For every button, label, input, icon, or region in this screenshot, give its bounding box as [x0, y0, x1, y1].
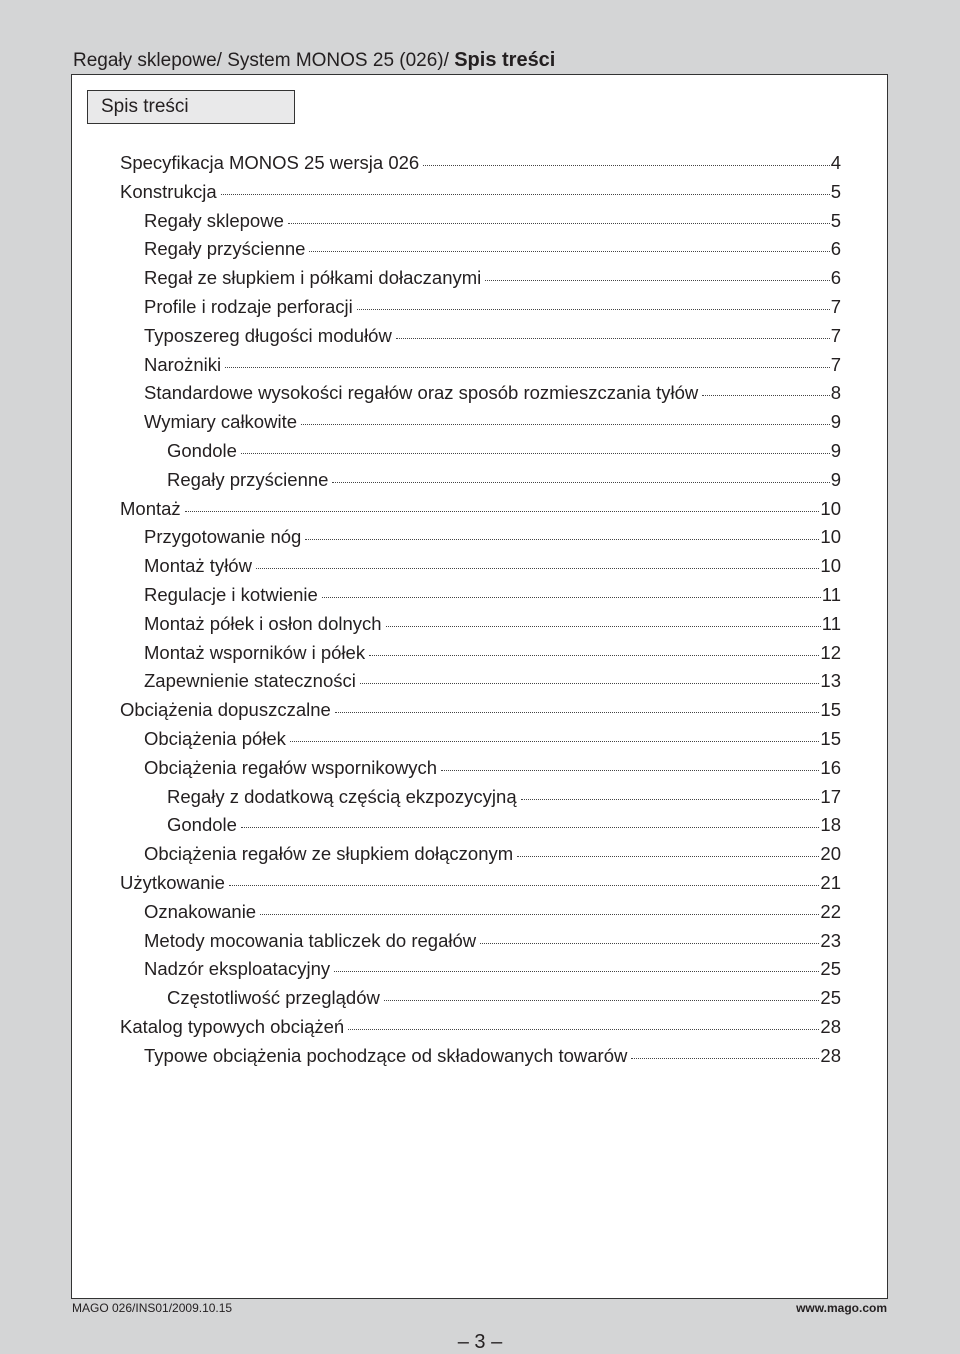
- toc-entry-title: Gondole: [167, 814, 237, 836]
- toc-entry-page: 6: [830, 267, 841, 289]
- toc-entry[interactable]: [120, 697, 841, 723]
- toc-entry[interactable]: [144, 956, 841, 982]
- toc-entry-page: 6: [830, 238, 841, 260]
- toc-entry-page: 17: [820, 785, 841, 807]
- toc-entry[interactable]: [144, 928, 841, 954]
- toc-entry-title: Gondole: [167, 440, 237, 461]
- toc-entry-page: 7: [830, 296, 841, 317]
- toc-entry-page: 5: [830, 209, 841, 231]
- toc-entry-page: 22: [820, 900, 841, 922]
- toc-entry-title: Obciążenia regałów wspornikowych: [144, 756, 438, 778]
- toc-entry-page: 9: [830, 440, 841, 461]
- dot-leader: [241, 453, 830, 454]
- toc-entry-title: Wymiary całkowite: [144, 411, 297, 433]
- dot-leader: [225, 367, 830, 368]
- dot-leader: [631, 1058, 819, 1059]
- toc-entry-title: Regały sklepowe: [144, 209, 284, 231]
- dot-leader: [332, 482, 829, 483]
- dot-leader: [360, 683, 820, 684]
- dot-leader: [305, 539, 819, 540]
- toc-entry[interactable]: [120, 179, 841, 205]
- dot-leader: [260, 914, 819, 915]
- toc-entry-page: 15: [820, 699, 841, 721]
- dot-leader: [441, 770, 819, 771]
- toc-entry-title: Narożniki: [144, 353, 222, 375]
- toc-entry-title: Montaż: [120, 497, 181, 519]
- toc-entry-title: Regały przyścienne: [144, 238, 306, 260]
- toc-entry[interactable]: [144, 668, 841, 694]
- breadcrumb-current: Spis treści: [454, 49, 556, 71]
- toc-entry[interactable]: [144, 1043, 841, 1069]
- toc-entry[interactable]: [120, 150, 841, 176]
- toc-entry[interactable]: [144, 841, 841, 867]
- dot-leader: [334, 971, 819, 972]
- content-frame: [71, 74, 888, 1299]
- toc-entry[interactable]: [144, 294, 841, 320]
- dot-leader: [221, 194, 830, 195]
- section-title: Spis treści: [87, 90, 295, 124]
- toc-entry-page: 8: [830, 382, 841, 404]
- toc-entry-title: Montaż tyłów: [144, 555, 252, 577]
- toc-entry-page: 12: [820, 641, 841, 663]
- dot-leader: [517, 856, 819, 857]
- toc-entry-title: Obciążenia półek: [144, 728, 286, 749]
- toc-entry[interactable]: [144, 380, 841, 406]
- toc-entry[interactable]: [120, 870, 841, 896]
- dot-leader: [322, 597, 821, 598]
- toc-entry-title: Typowe obciążenia pochodzące od składowanych towarów: [144, 1044, 628, 1066]
- dot-leader: [521, 799, 820, 800]
- toc-entry[interactable]: [167, 467, 841, 493]
- breadcrumb-path: Regały sklepowe/ System MONOS 25 (026)/: [73, 50, 449, 71]
- toc-entry-title: Regały przyścienne: [167, 468, 329, 490]
- toc-entry[interactable]: [144, 726, 841, 752]
- toc-entry-title: Zapewnienie stateczności: [144, 670, 356, 692]
- dot-leader: [485, 280, 829, 281]
- toc-entry-page: 20: [820, 843, 841, 865]
- toc-entry-page: 9: [830, 468, 841, 490]
- toc-entry[interactable]: [144, 409, 841, 435]
- toc-entry-title: Metody mocowania tabliczek do regałów: [144, 929, 477, 951]
- toc-entry[interactable]: [144, 524, 841, 550]
- toc-entry[interactable]: [167, 784, 841, 810]
- toc-entry[interactable]: [144, 553, 841, 579]
- toc-entry-page: 25: [820, 987, 841, 1009]
- toc-entry[interactable]: [144, 640, 841, 666]
- dot-leader: [288, 223, 830, 224]
- toc-entry[interactable]: [144, 323, 841, 349]
- dot-leader: [386, 626, 821, 627]
- toc-entry-title: Katalog typowych obciążeń: [120, 1016, 345, 1037]
- dot-leader: [384, 1000, 820, 1001]
- toc-entry-page: 16: [820, 756, 841, 778]
- toc-entry-page: 18: [820, 814, 841, 836]
- dot-leader: [480, 943, 819, 944]
- toc-entry[interactable]: [144, 352, 841, 378]
- breadcrumb: [73, 46, 555, 75]
- toc-entry-page: 5: [830, 180, 841, 202]
- toc-entry-page: 7: [830, 324, 841, 346]
- toc-entry[interactable]: [167, 812, 841, 838]
- document-id: MAGO 026/INS01/2009.10.15: [72, 1301, 233, 1315]
- toc-entry-title: Obciążenia regałów ze słupkiem dołączonym: [144, 843, 514, 865]
- toc-entry-title: Profile i rodzaje perforacji: [144, 296, 353, 317]
- toc-entry-title: Częstotliwość przeglądów: [167, 987, 380, 1009]
- website-link[interactable]: www.mago.com: [796, 1301, 887, 1315]
- dot-leader: [185, 511, 820, 512]
- toc-entry-title: Standardowe wysokości regałów oraz sposób rozmieszczania tyłów: [144, 382, 699, 404]
- toc-entry-page: 10: [820, 497, 841, 519]
- toc-entry-page: 11: [821, 612, 841, 634]
- dot-leader: [357, 309, 830, 310]
- toc-entry-page: 28: [820, 1044, 841, 1066]
- toc-entry-title: Specyfikacja MONOS 25 wersja 026: [120, 152, 420, 173]
- toc-entry-page: 15: [820, 728, 841, 749]
- toc-entry[interactable]: [167, 985, 841, 1011]
- dot-leader: [229, 885, 820, 886]
- toc-entry-page: 7: [830, 353, 841, 375]
- toc-entry-page: 11: [821, 584, 841, 605]
- toc-entry-title: Nadzór eksploatacyjny: [144, 958, 331, 980]
- toc-entry[interactable]: [144, 236, 841, 262]
- toc-entry-title: Oznakowanie: [144, 900, 257, 922]
- dot-leader: [396, 338, 830, 339]
- dot-leader: [702, 395, 829, 396]
- page-number: – 3 –: [457, 1331, 503, 1353]
- toc-entry-page: 23: [820, 929, 841, 951]
- dot-leader: [241, 827, 819, 828]
- toc-entry[interactable]: [144, 582, 841, 608]
- toc-entry-page: 25: [820, 958, 841, 980]
- dot-leader: [301, 424, 830, 425]
- toc-entry[interactable]: [144, 265, 841, 291]
- toc-entry-title: Montaż wsporników i półek: [144, 641, 366, 663]
- toc-entry[interactable]: [144, 755, 841, 781]
- toc-entry-title: Obciążenia dopuszczalne: [120, 699, 331, 721]
- toc-entry[interactable]: [144, 208, 841, 234]
- toc-entry-title: Regały z dodatkową częścią ekzpozycyjną: [167, 785, 517, 807]
- toc-entry-title: Regulacje i kotwienie: [144, 584, 318, 605]
- dot-leader: [348, 1029, 819, 1030]
- toc-entry-page: 21: [820, 872, 841, 893]
- toc-entry-page: 10: [820, 526, 841, 548]
- dot-leader: [290, 741, 820, 742]
- toc-entry[interactable]: [120, 496, 841, 522]
- toc-entry[interactable]: [120, 1014, 841, 1040]
- dot-leader: [256, 568, 819, 569]
- toc-entry-title: Regał ze słupkiem i półkami dołaczanymi: [144, 267, 482, 289]
- toc-entry-title: Konstrukcja: [120, 180, 217, 202]
- toc-entry-page: 9: [830, 411, 841, 433]
- dot-leader: [335, 712, 820, 713]
- toc-entry[interactable]: [144, 899, 841, 925]
- dot-leader: [423, 165, 829, 166]
- toc-entry-page: 13: [820, 670, 841, 692]
- toc-entry-page: 10: [820, 555, 841, 577]
- toc-entry-title: Montaż półek i osłon dolnych: [144, 612, 382, 634]
- toc-entry-title: Typoszereg długości modułów: [144, 324, 392, 346]
- toc-entry[interactable]: [167, 438, 841, 464]
- toc-entry-title: Użytkowanie: [120, 872, 225, 893]
- toc-entry-page: 28: [820, 1016, 841, 1037]
- toc-entry-page: 4: [830, 152, 841, 173]
- toc-entry-title: Przygotowanie nóg: [144, 526, 302, 548]
- dot-leader: [369, 655, 819, 656]
- dot-leader: [309, 251, 829, 252]
- toc-entry[interactable]: [144, 611, 841, 637]
